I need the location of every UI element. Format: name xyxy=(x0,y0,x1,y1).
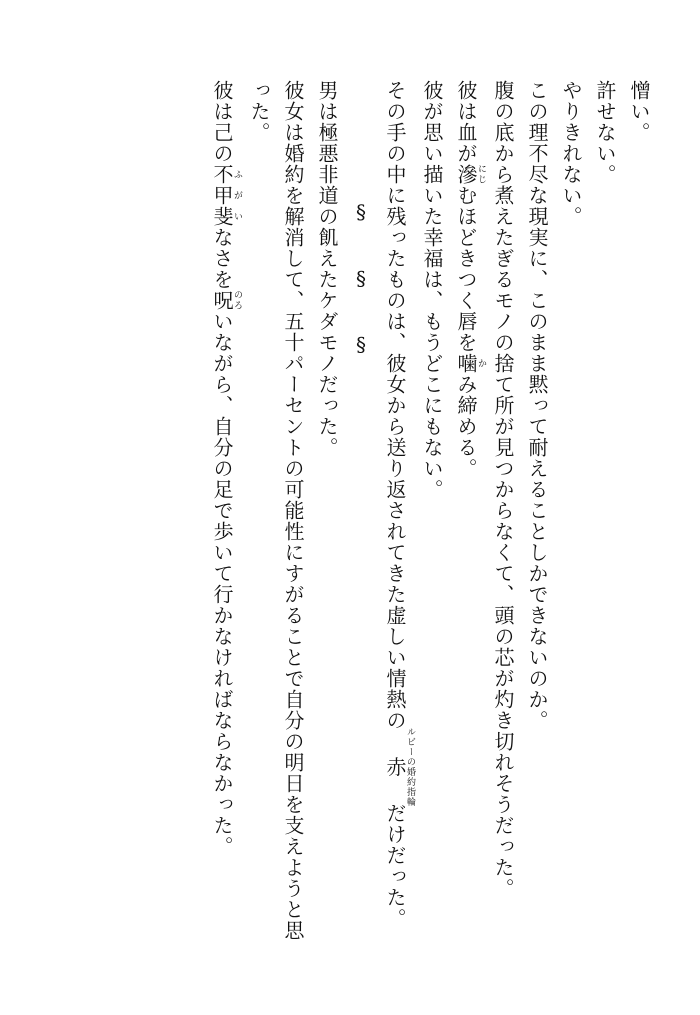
text-line: 彼は己の不甲斐ふがいなさを呪のろいながら、自分の足で歩いて行かなければならなかった。 xyxy=(210,80,242,857)
text-line: この理不尽な現実に、このまま黙って耐えることしかできないのか。 xyxy=(525,80,549,731)
text-line: 男は極悪非道の飢えたケダモノだった。 xyxy=(315,80,339,458)
ruby-annotation: 噛か xyxy=(454,353,486,374)
ruby-annotation: 滲にじ xyxy=(454,164,486,185)
text-line: やりきれない。 xyxy=(559,80,583,227)
text-line: 彼女は婚約を解消して、五十パーセントの可能性にすがることで自分の明日を支えようと思った。 xyxy=(247,80,305,941)
section-break: § § § xyxy=(349,200,373,375)
ruby-annotation: 呪のろ xyxy=(210,290,242,311)
text-line: 腹の底から煮えたぎるモノの捨て所が見つからなくて、頭の芯が灼き切れそうだった。 xyxy=(491,80,515,899)
text-line: 彼は血が滲にじむほどきつく唇を噛かみ締める。 xyxy=(454,80,486,479)
text-line: その手の中に残ったものは、彼女から送り返されてきた虚しい情熱の赤ルビーの婚約指輪だけだった。 xyxy=(383,80,415,929)
text-line: 彼が思い描いた幸福は、もうどこにもない。 xyxy=(420,80,444,500)
text-line: 憎い。 xyxy=(627,80,651,143)
ruby-annotation: 不甲斐ふがい xyxy=(210,164,242,227)
ruby-annotation: 赤ルビーの婚約指輪 xyxy=(383,727,415,807)
text-line: 許せない。 xyxy=(593,80,617,185)
vertical-text-block xyxy=(205,80,656,960)
